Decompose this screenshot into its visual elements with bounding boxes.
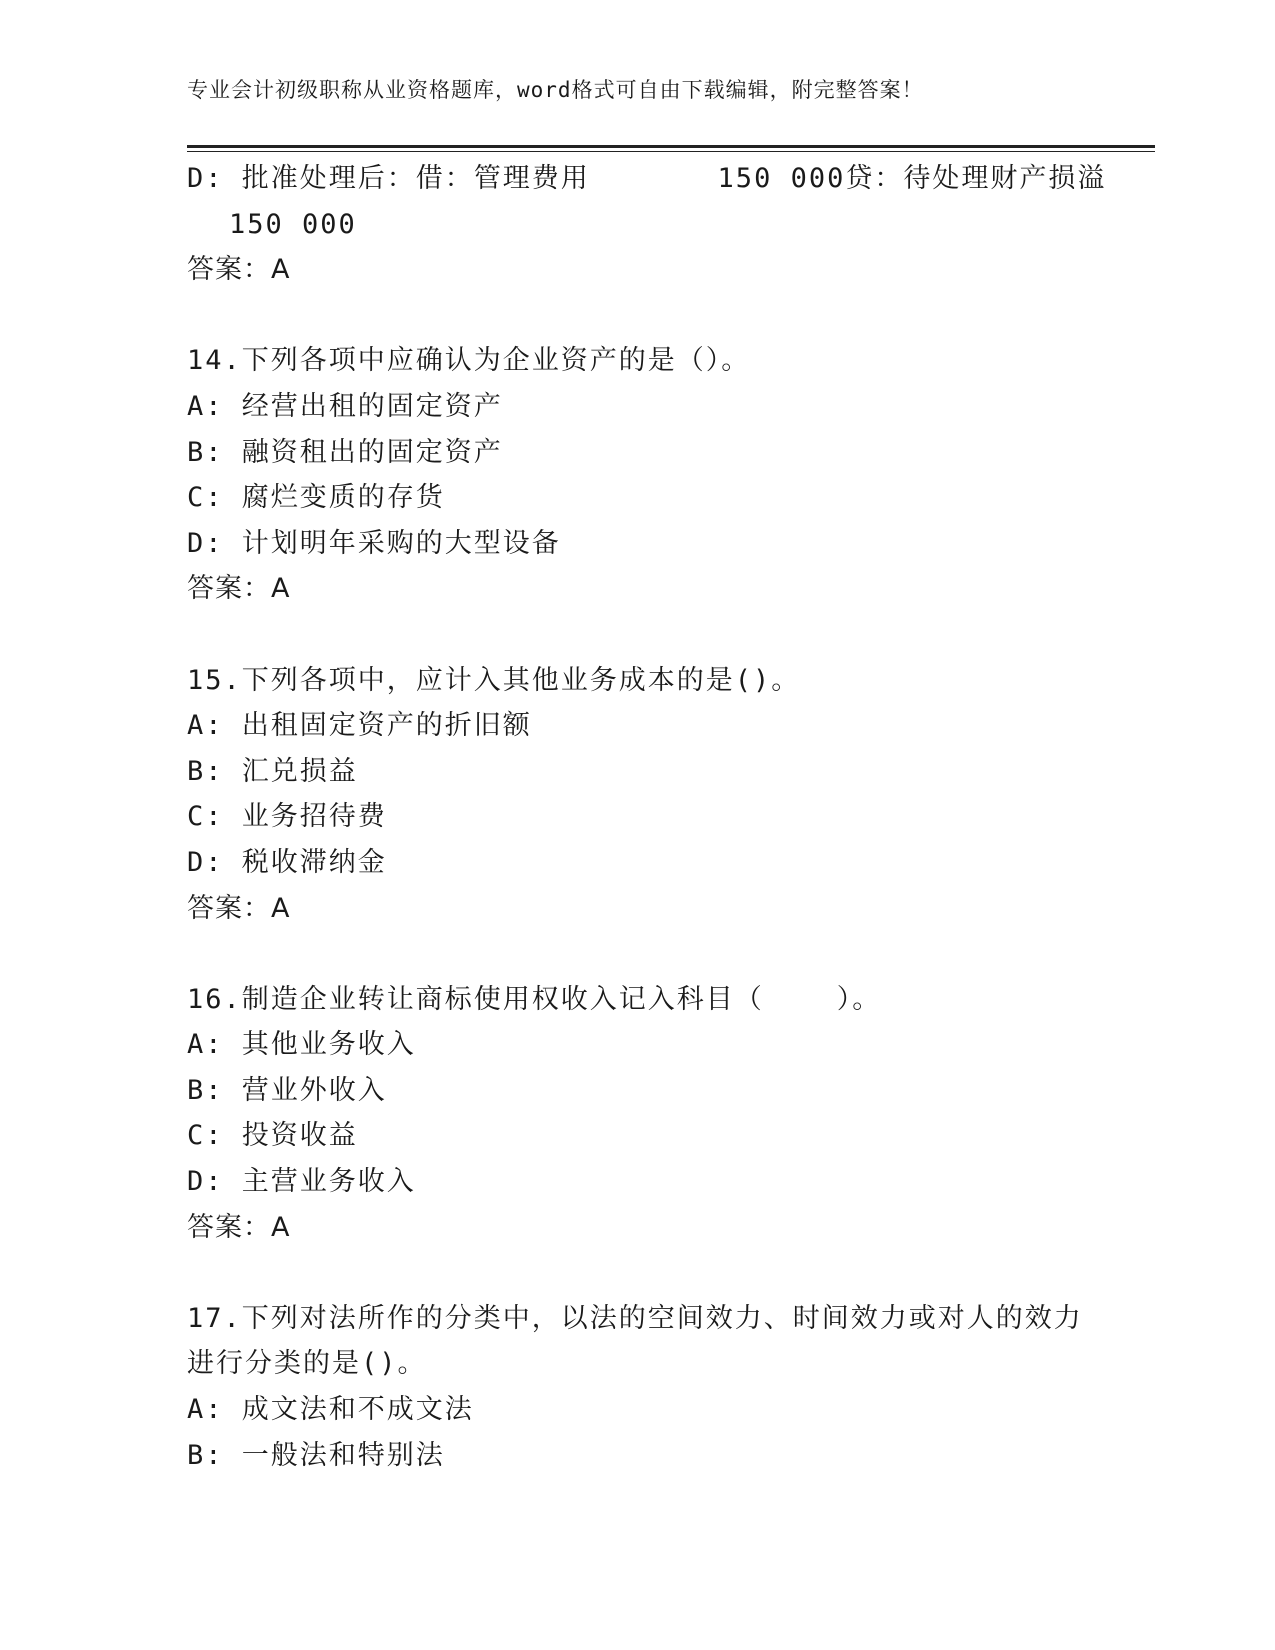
spacer (187, 293, 1087, 339)
option-a: A: 经营出租的固定资产 (187, 390, 503, 422)
question-content (187, 156, 1107, 1478)
question-stem-17: 17.下列对法所作的分类中，以法的空间效力、时间效力或对人的效力 (187, 1302, 1083, 1334)
option-a: A: 成文法和不成文法 (187, 1394, 474, 1426)
option-d: D: 主营业务收入 (187, 1166, 416, 1198)
answer: 答案：A (187, 1211, 291, 1243)
header-rule-thick (187, 145, 1155, 148)
spacer (187, 1250, 1087, 1296)
question-stem-15: 15.下列各项中，应计入其他业务成本的是()。 (187, 664, 801, 696)
spacer (187, 612, 1087, 658)
option-d-continued: 150 000 (229, 208, 357, 240)
option-d: D: 计划明年采购的大型设备 (187, 527, 561, 559)
question-stem-16: 16.制造企业转让商标使用权收入记入科目（ ）。 (187, 983, 882, 1015)
option-b: B: 营业外收入 (187, 1074, 387, 1106)
question-stem-17-continued: 进行分类的是()。 (187, 1348, 427, 1380)
option-b: B: 融资租出的固定资产 (187, 436, 503, 468)
answer: 答案：A (187, 892, 291, 924)
question-stem-14: 14.下列各项中应确认为企业资产的是（）。 (187, 345, 751, 377)
header-rule-thin (187, 151, 1155, 152)
spacer (187, 931, 1087, 977)
option-d: D: 批准处理后：借：管理费用 150 000贷：待处理财产损溢 (187, 163, 1107, 194)
option-b: B: 一般法和特别法 (187, 1439, 445, 1471)
option-c: C: 业务招待费 (187, 801, 387, 833)
option-b: B: 汇兑损益 (187, 755, 358, 787)
answer: 答案：A (187, 573, 291, 605)
option-a: A: 出租固定资产的折旧额 (187, 710, 532, 742)
page-header: 专业会计初级职称从业资格题库，word格式可自由下载编辑，附完整答案！ (187, 78, 924, 102)
answer: 答案：A (187, 254, 291, 286)
option-c: C: 投资收益 (187, 1120, 358, 1152)
option-c: C: 腐烂变质的存货 (187, 482, 445, 514)
option-a: A: 其他业务收入 (187, 1029, 416, 1061)
option-d: D: 税收滞纳金 (187, 846, 387, 878)
